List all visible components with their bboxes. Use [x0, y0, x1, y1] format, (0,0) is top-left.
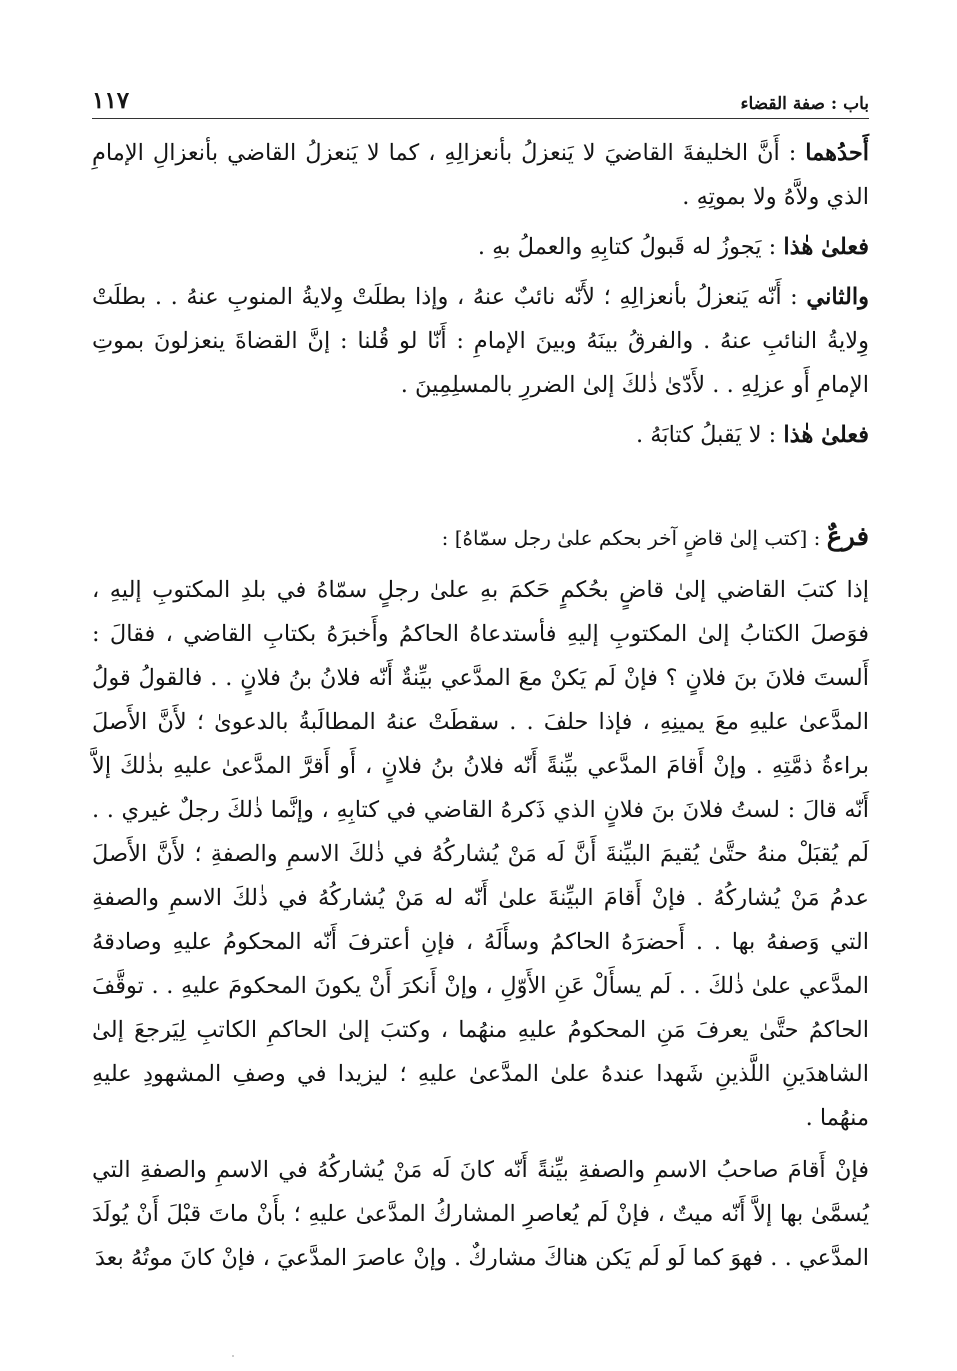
paragraph-text: : أَنَّ الخليفةَ القاضيَ لا يَنعزلُ بأنعزالِهِ ، كما لا يَنعزلُ القاضي بأنعزالِ الإمامِ الذي ولاَّهُ ولا بموتِهِ . [92, 140, 869, 210]
paragraph-first-view [92, 131, 869, 219]
paragraph-consequence-2 [92, 413, 869, 457]
branch-paragraph: فإنْ أَقامَ صاحبُ الاسمِ والصفةِ بيِّنةً أَنّه كانَ لَه مَنْ يُشاركُهُ في الاسمِ والصفةِ التي يُسمَّىٰ بها إلاَّ أَنّه ميتٌ ، فإنْ لَم يُعاصرِ المشاركُ المدَّعىٰ عليهِ ؛ بأَنْ ماتَ قبْلَ أَنْ يُولَدَ المدَّعي . . فهوَ كما لَو لَم يَكن هناكَ مشاركٌ . وإنْ عاصرَ المدَّعيَ ، فإنْ كانَ موتُهُ بعدَ [92, 1157, 869, 1271]
paragraph-lead: فعلىٰ هٰذا [783, 422, 869, 448]
scan-speck [232, 1355, 234, 1357]
paragraph-text: : يَجوزُ له قَبولُ كتابِهِ والعملُ بهِ . [477, 234, 784, 260]
branch-title: فرعٌ [826, 522, 869, 552]
paragraph-lead: أَحدُهما [805, 140, 869, 166]
branch-subtitle: : [كتب إلىٰ قاضٍ آخر بحكم علىٰ رجل سمّاهُ] : [441, 526, 827, 550]
branch-paragraph: إذا كتبَ القاضي إلىٰ قاضٍ بحُكمٍ حَكمَ بهِ علىٰ رجلٍ سمّاهُ في بلدِ المكتوبِ إليهِ ، فوَصلَ الكتابُ إلىٰ المكتوبِ إليهِ فأستدعاهُ الحاكمُ وأَخبرَهُ بكتابِ القاضي ، فقالَ : أَلستَ فلانَ بنَ فلانٍ ؟ فإنْ لَم يَكنْ معَ المدَّعي بيِّنةٌ أَنّه فلانُ بنُ فلانٍ . . فالقولُ قولُ المدَّعىٰ عليهِ معَ يمينِهِ ، فإذا حلفَ . . سقطَتْ عنهُ المطالَبةُ بالدعوىٰ ؛ لأَنَّ الأَصلَ براءةُ ذمَّتِهِ . وإنْ أَقامَ المدَّعي بيِّنةً أَنّه فلانُ بنُ فلانٍ ، أَو أَقرَّ المدَّعىٰ عليهِ بذٰلكَ إلاَّ أَنّه قالَ : لستُ فلانَ بنَ فلانٍ الذي ذَكرهُ القاضي في كتابِهِ ، وإنَّما ذٰلكَ رجلٌ غيري . . لَم يُقبَلْ منهُ حتَّىٰ يُقيمَ البيِّنةَ أَنَّ لَه مَنْ يُشاركُهُ في ذٰلكَ الاسمِ والصفةِ ؛ لأَنَّ الأَصلَ عدمُ مَنْ يُشاركُهُ . فإنْ أَقامَ البيِّنةَ علىٰ أَنّه له مَنْ يُشاركُهُ في ذٰلكَ الاسمِ والصفةِ التي وَصفهُ بها . . أَحضرَهُ الحاكمُ وسأَلَهُ ، فإنِ أعترفَ أَنّه المحكومُ عليهِ وصادقهُ المدَّعي علىٰ ذٰلكَ . . لَم يسأَلْ عَنِ الأَوّلِ ، وإنْ أَنكرَ أَنْ يكونَ المحكومَ عليهِ . . توقَّفَ الحاكمُ حتَّىٰ يعرفَ مَنِ المحكومُ عليهِ منهُما ، وكتبَ إلىٰ الحاكمِ الكاتبِ لِيَرجعَ إلىٰ الشاهدَينِ اللَّذينِ شَهدا عندهُ علىٰ المدَّعىٰ عليهِ ؛ ليزيدا في وصفِ المشهودِ عليهِ منهُما . [92, 577, 869, 1131]
running-head: باب : صفة القضاء [740, 94, 869, 114]
paragraph-lead: والثاني [806, 284, 869, 310]
paragraph-text: : لا يَقبلُ كتابَهُ . [635, 422, 784, 448]
book-page [92, 78, 869, 1311]
page-header [92, 78, 869, 119]
paragraph-second-view [92, 275, 869, 407]
branch-heading [92, 515, 869, 560]
page-number: ١١٧ [92, 87, 130, 114]
paragraph-consequence-1 [92, 225, 869, 269]
paragraph-lead: فعلىٰ هٰذا [783, 234, 869, 260]
paragraph-text: : أَنّه يَنعزلُ بأنعزالِهِ ؛ لأَنّه نائبٌ عنهُ ، وإذا بطلَتْ وِلايةُ المنوبِ عنهُ . . بطلَتْ وِلايةُ النائبِ عنهُ . والفرقُ بينَهُ وبينَ الإمامِ : أَنّا لو قُلنا : إنَّ القضاةَ ينعزلونَ بموتِ الإمامِ أَو عزلِهِ . . لأَدّىٰ ذٰلكَ إلىٰ الضررِ بالمسلِمِينَ . [92, 284, 869, 398]
